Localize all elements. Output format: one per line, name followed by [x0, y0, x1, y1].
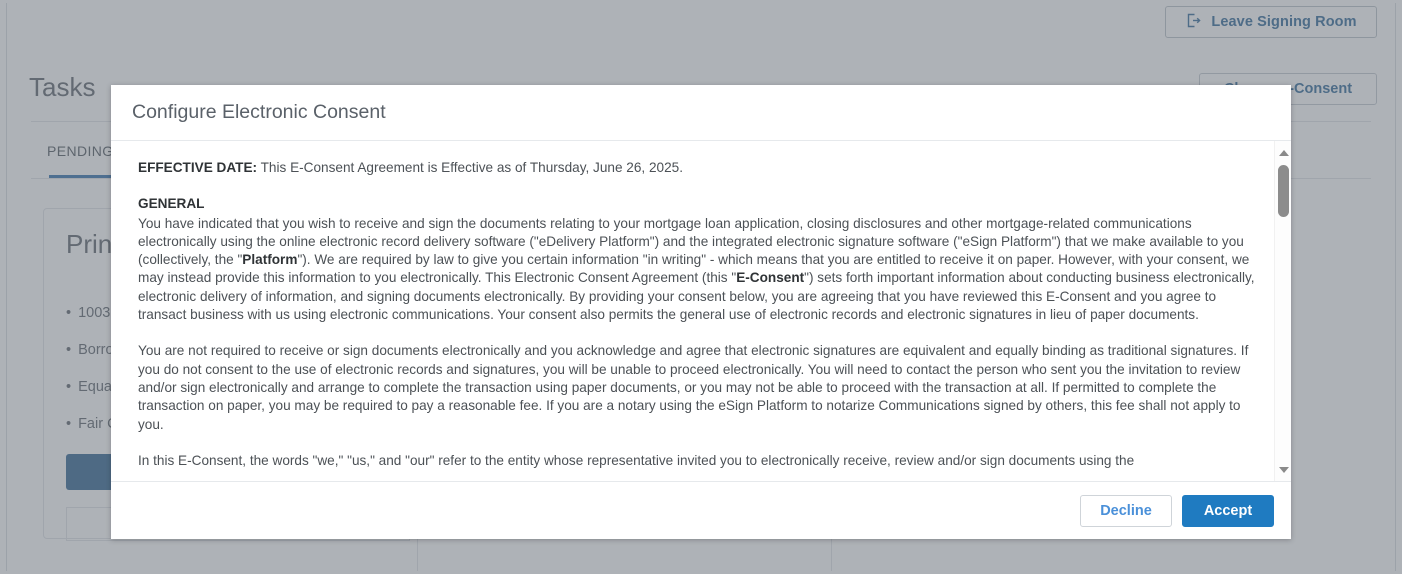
decline-button[interactable] [1080, 495, 1172, 527]
effective-date-paragraph [138, 159, 1255, 177]
accept-button[interactable] [1182, 495, 1274, 527]
scroll-up-button[interactable] [1275, 144, 1291, 161]
triangle-down-icon [1279, 467, 1289, 473]
scroll-down-button[interactable] [1275, 461, 1291, 478]
dialog-title: Configure Electronic Consent [132, 101, 386, 123]
effective-date-label: EFFECTIVE DATE: [138, 160, 258, 175]
effective-date-text: This E-Consent Agreement is Effective as of Thursday, June 26, 2025. [257, 160, 684, 175]
general-section-paragraph-1 [138, 195, 1255, 324]
accept-button-label: Accept [1203, 502, 1253, 519]
triangle-up-icon [1279, 150, 1289, 156]
dialog-header [111, 85, 1291, 141]
general-section-paragraph-2 [138, 342, 1255, 433]
dialog-body[interactable] [111, 141, 1291, 481]
configure-electronic-consent-dialog [111, 85, 1291, 539]
general-paragraph-3-runs: In this E-Consent, the words "we," "us," and "our" refer to the entity whose representative invited you to electronically receive, review and/or sign documents using the [138, 452, 1135, 468]
dialog-footer [111, 481, 1291, 539]
scrollbar-thumb[interactable] [1278, 165, 1289, 217]
decline-button-label: Decline [1100, 502, 1152, 519]
general-section-paragraph-3 [138, 452, 1255, 470]
dialog-body-scrollbar[interactable] [1274, 141, 1291, 481]
general-paragraph-2-runs: You are not required to receive or sign documents electronically and you acknowledge and agree that electronic signatures are equivalent and equally binding as traditional signatures. If you do not consent to the use of electronic records and signatures, you will be unable to proceed electronically. You will need to contact the person who sent you the invitation to review and/or sign electronically and arrange to complete the transaction using paper documents, or you may not be able to proceed with the transaction at all. If permitted to complete the transaction on paper, you may be required to pay a reasonable fee. If you are a notary using the eSign Platform to notarize Communications signed by others, this fee shall not apply to you. [138, 343, 1249, 432]
general-section-heading: GENERAL [138, 196, 205, 212]
general-paragraph-1-runs: You have indicated that you wish to receive and sign the documents relating to your mortgage loan application, closing disclosures and other mortgage-related communications electronically using the online electronic record delivery software ("eDelivery Platform") and the integrated electronic signature software ("eSign Platform") that we make available to you (collectively, the "Platform"). We are required by law to give you certain information "in writing" - which means that you are entitled to receive it on paper. However, with your consent, we may instead provide this information to you electronically. This Electronic Consent Agreement (this "E-Consent") sets forth important information about conducting business electronically, electronic delivery of information, and signing documents electronically. By providing your consent below, you are agreeing that you have reviewed this E-Consent and you agree to transact business with us using electronic communications. Your consent also permits the general use of electronic records and electronic signatures in lieu of paper documents. [138, 215, 1255, 323]
